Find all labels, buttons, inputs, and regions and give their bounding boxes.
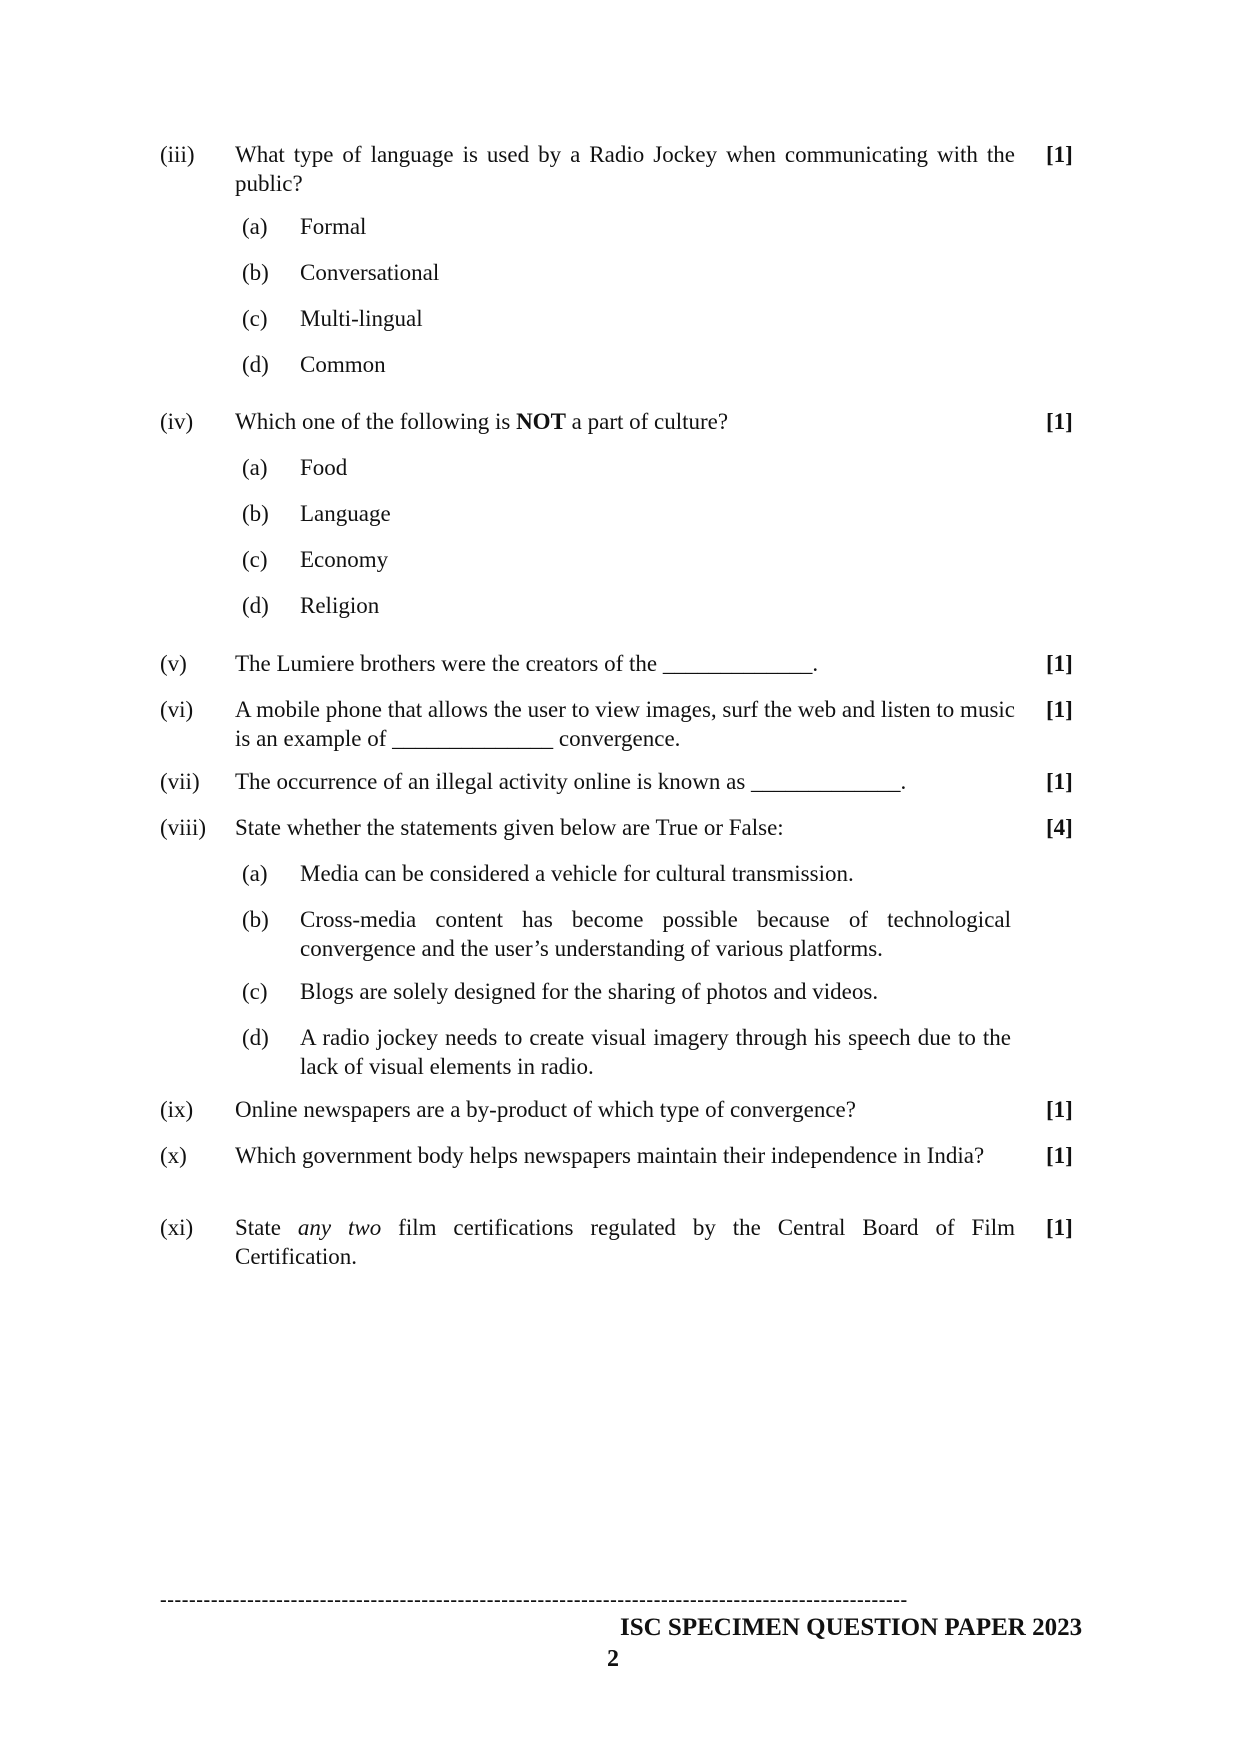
question-text-emphasis: NOT bbox=[516, 409, 566, 434]
option-label: (a) bbox=[242, 214, 268, 239]
question-number: (x) bbox=[160, 1143, 187, 1168]
marks-badge: [1] bbox=[1046, 142, 1073, 167]
statement-text: A radio jockey needs to create visual imagery through his speech due to the lack of visual elements in radio. bbox=[300, 1025, 1011, 1079]
option-label: (d) bbox=[242, 593, 269, 618]
question-number: (iv) bbox=[160, 409, 194, 434]
question-text bbox=[235, 1213, 1015, 1271]
option-label: (a) bbox=[242, 455, 268, 480]
question-number: (vii) bbox=[160, 769, 200, 794]
statement-label: (a) bbox=[242, 861, 268, 886]
statement-label: (c) bbox=[242, 979, 268, 1004]
option-text: Common bbox=[300, 352, 386, 377]
question-text: What type of language is used by a Radio Jockey when communicating with the public? bbox=[235, 142, 1015, 196]
statement-label: (d) bbox=[242, 1025, 269, 1050]
marks-badge: [1] bbox=[1046, 697, 1073, 722]
marks-badge: [1] bbox=[1046, 1215, 1073, 1240]
option-text: Language bbox=[300, 501, 391, 526]
question-number: (v) bbox=[160, 651, 187, 676]
statement-label: (b) bbox=[242, 907, 269, 932]
footer-title: ISC SPECIMEN QUESTION PAPER 2023 bbox=[620, 1614, 1083, 1641]
marks-badge: [1] bbox=[1046, 769, 1073, 794]
question-number: (ix) bbox=[160, 1097, 194, 1122]
page-number: 2 bbox=[607, 1646, 619, 1672]
marks-badge: [4] bbox=[1046, 815, 1073, 840]
question-number: (iii) bbox=[160, 142, 195, 167]
marks-badge: [1] bbox=[1046, 651, 1073, 676]
question-text: Online newspapers are a by-product of which type of convergence? bbox=[235, 1097, 856, 1122]
question-text-part: a part of culture? bbox=[565, 409, 729, 434]
question-text: The occurrence of an illegal activity online is known as _____________. bbox=[235, 769, 907, 794]
option-label: (b) bbox=[242, 260, 269, 285]
option-text: Food bbox=[300, 455, 348, 480]
question-text bbox=[235, 407, 1015, 436]
question-number: (vi) bbox=[160, 697, 194, 722]
option-text: Religion bbox=[300, 593, 380, 618]
statement-text: Blogs are solely designed for the sharing of photos and videos. bbox=[300, 979, 879, 1004]
question-text: State whether the statements given below are True or False: bbox=[235, 815, 784, 840]
question-text: A mobile phone that allows the user to view images, surf the web and listen to music is an example of ______________ convergence. bbox=[235, 697, 1015, 751]
statement-text: Media can be considered a vehicle for cultural transmission. bbox=[300, 861, 854, 886]
option-label: (b) bbox=[242, 501, 269, 526]
option-label: (d) bbox=[242, 352, 269, 377]
marks-badge: [1] bbox=[1046, 409, 1073, 434]
question-text-part: film certifications regulated by the Central Board of Film Certification. bbox=[235, 1215, 1015, 1269]
statement-text: Cross-media content has become possible because of technological convergence and the user’s understanding of various platforms. bbox=[300, 907, 1011, 961]
marks-badge: [1] bbox=[1046, 1097, 1073, 1122]
option-text: Multi-lingual bbox=[300, 306, 423, 331]
option-label: (c) bbox=[242, 306, 268, 331]
footer-separator: ------------------------------------------------------------------------------------------------------- bbox=[160, 1589, 908, 1611]
question-text: The Lumiere brothers were the creators of the _____________. bbox=[235, 651, 819, 676]
question-number: (xi) bbox=[160, 1215, 194, 1240]
question-number: (viii) bbox=[160, 815, 206, 840]
question-text-part: Which one of the following is bbox=[235, 409, 517, 434]
question-text: Which government body helps newspapers maintain their independence in India? bbox=[235, 1143, 985, 1168]
option-text: Conversational bbox=[300, 260, 440, 285]
marks-badge: [1] bbox=[1046, 1143, 1073, 1168]
option-label: (c) bbox=[242, 547, 268, 572]
question-text-emphasis: any two bbox=[297, 1215, 382, 1240]
option-text: Formal bbox=[300, 214, 367, 239]
question-text-part: State bbox=[235, 1215, 298, 1240]
option-text: Economy bbox=[300, 547, 389, 572]
